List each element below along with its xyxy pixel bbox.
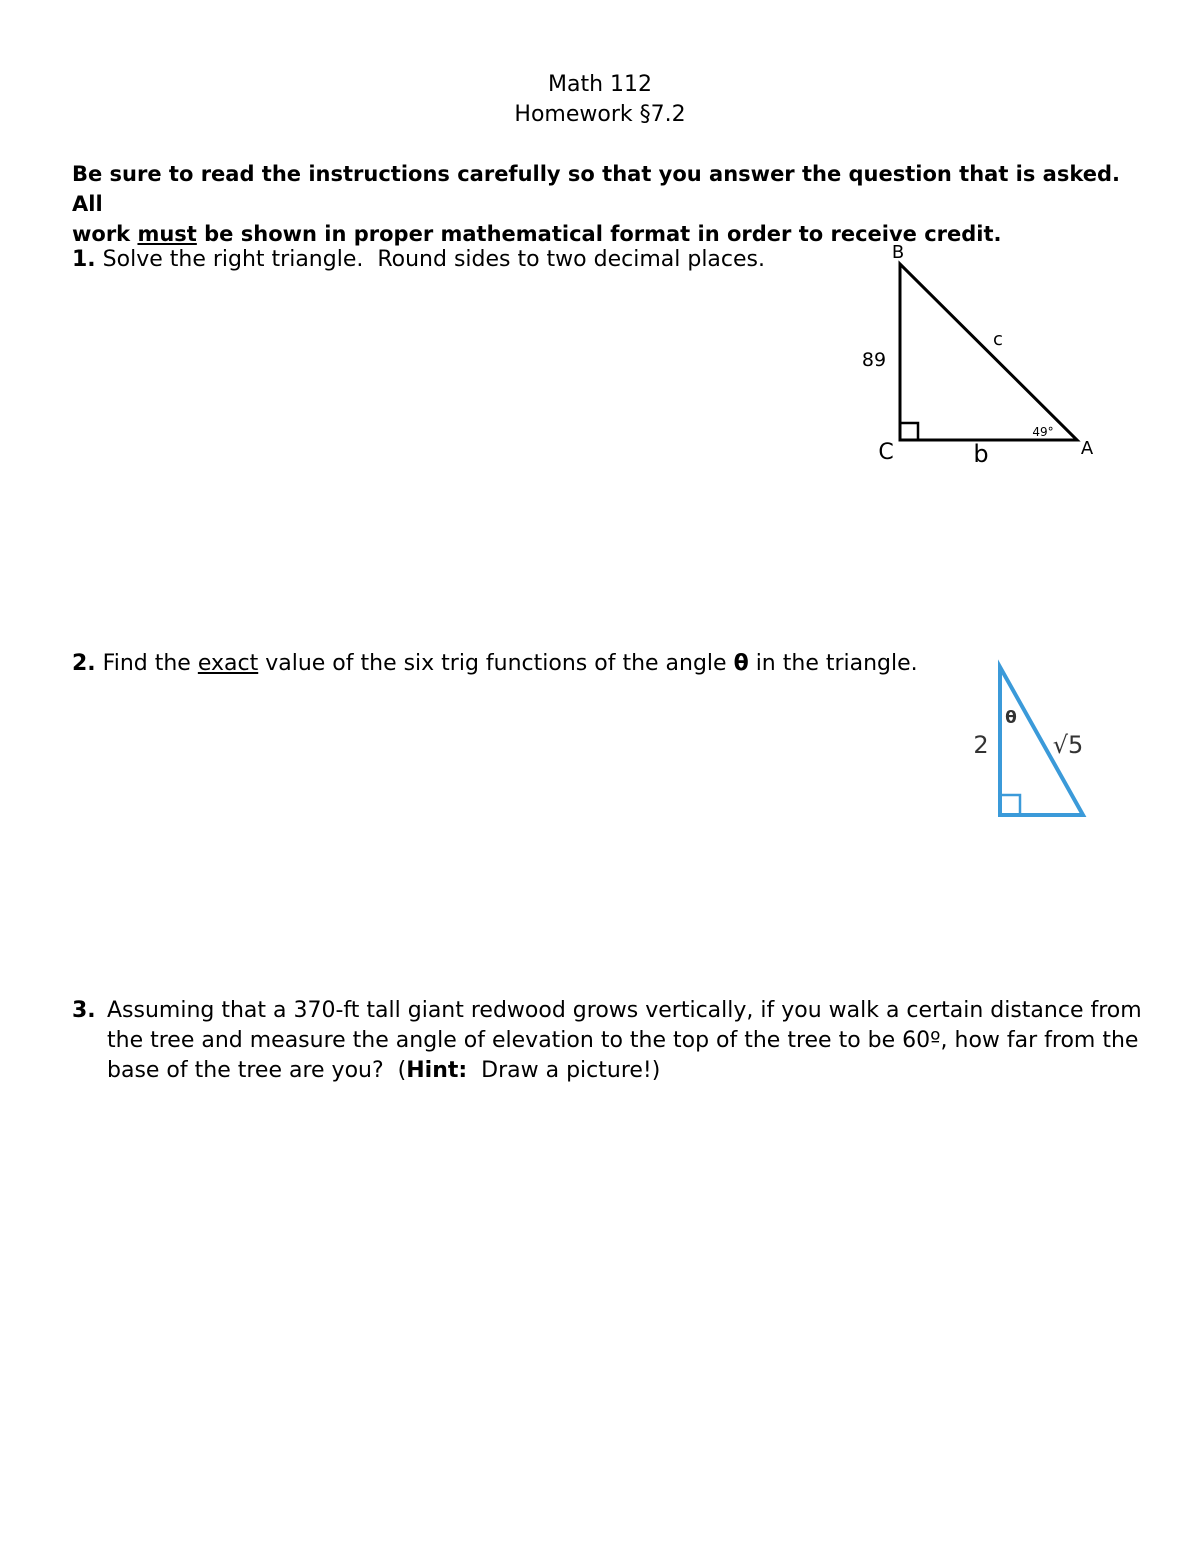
q1-angle-label: 49° bbox=[1032, 425, 1054, 439]
instructions-emphasis: must bbox=[137, 222, 197, 246]
question-2-text-middle: value of the six trig functions of the angle bbox=[258, 651, 734, 676]
q1-side-a-label: 89 bbox=[861, 349, 887, 371]
q1-side-b-label: b bbox=[973, 440, 989, 468]
q2-leg-label: 2 bbox=[973, 731, 989, 759]
q1-vertex-c: C bbox=[878, 440, 894, 465]
question-1-number: 1. bbox=[72, 247, 96, 272]
question-3 bbox=[72, 996, 1149, 1086]
question-2-text-end: in the triangle. bbox=[748, 651, 918, 676]
q1-right-angle-marker bbox=[900, 423, 918, 440]
q2-angle-label: θ bbox=[1005, 708, 1017, 728]
q1-triangle bbox=[900, 264, 1077, 440]
question-3-text bbox=[107, 996, 1149, 1086]
question-1-text: Solve the right triangle. Round sides to two decimal places. bbox=[102, 247, 765, 272]
question-2-theta: θ bbox=[733, 651, 749, 676]
question-3-body: Assuming that a 370-ft tall giant redwood grows vertically, if you walk a certain distance from the tree and measure the angle of elevation to the top of the tree to be 60º, how far from the base of the tree are you? ( bbox=[107, 998, 1149, 1083]
q2-triangle-figure bbox=[960, 655, 1100, 830]
instructions-line-2-start: work bbox=[72, 222, 138, 246]
q2-hypotenuse-label: √5 bbox=[1052, 731, 1084, 759]
question-3-hint-label: Hint: bbox=[406, 1058, 468, 1083]
q2-right-angle-marker bbox=[1000, 795, 1020, 815]
q1-side-c-label: c bbox=[993, 329, 1003, 350]
question-2-emphasis: exact bbox=[197, 651, 259, 676]
instructions-line-2-end: be shown in proper mathematical format in order to receive credit. bbox=[196, 222, 1002, 246]
q1-vertex-a: A bbox=[1080, 438, 1094, 459]
question-2 bbox=[72, 649, 972, 679]
assignment-title: Homework §7.2 bbox=[514, 102, 686, 127]
question-2-number: 2. bbox=[72, 651, 96, 676]
q1-vertex-b: B bbox=[891, 242, 905, 263]
question-3-number: 3. bbox=[72, 998, 96, 1023]
q1-triangle-figure bbox=[840, 232, 1120, 472]
question-2-text-start: Find the bbox=[102, 651, 198, 676]
course-title: Math 112 bbox=[547, 72, 653, 97]
instructions-line-1: Be sure to read the instructions carefully so that you answer the question that is asked. All bbox=[72, 162, 1121, 216]
question-3-hint-text: Draw a picture!) bbox=[467, 1058, 661, 1083]
question-1 bbox=[72, 245, 832, 275]
